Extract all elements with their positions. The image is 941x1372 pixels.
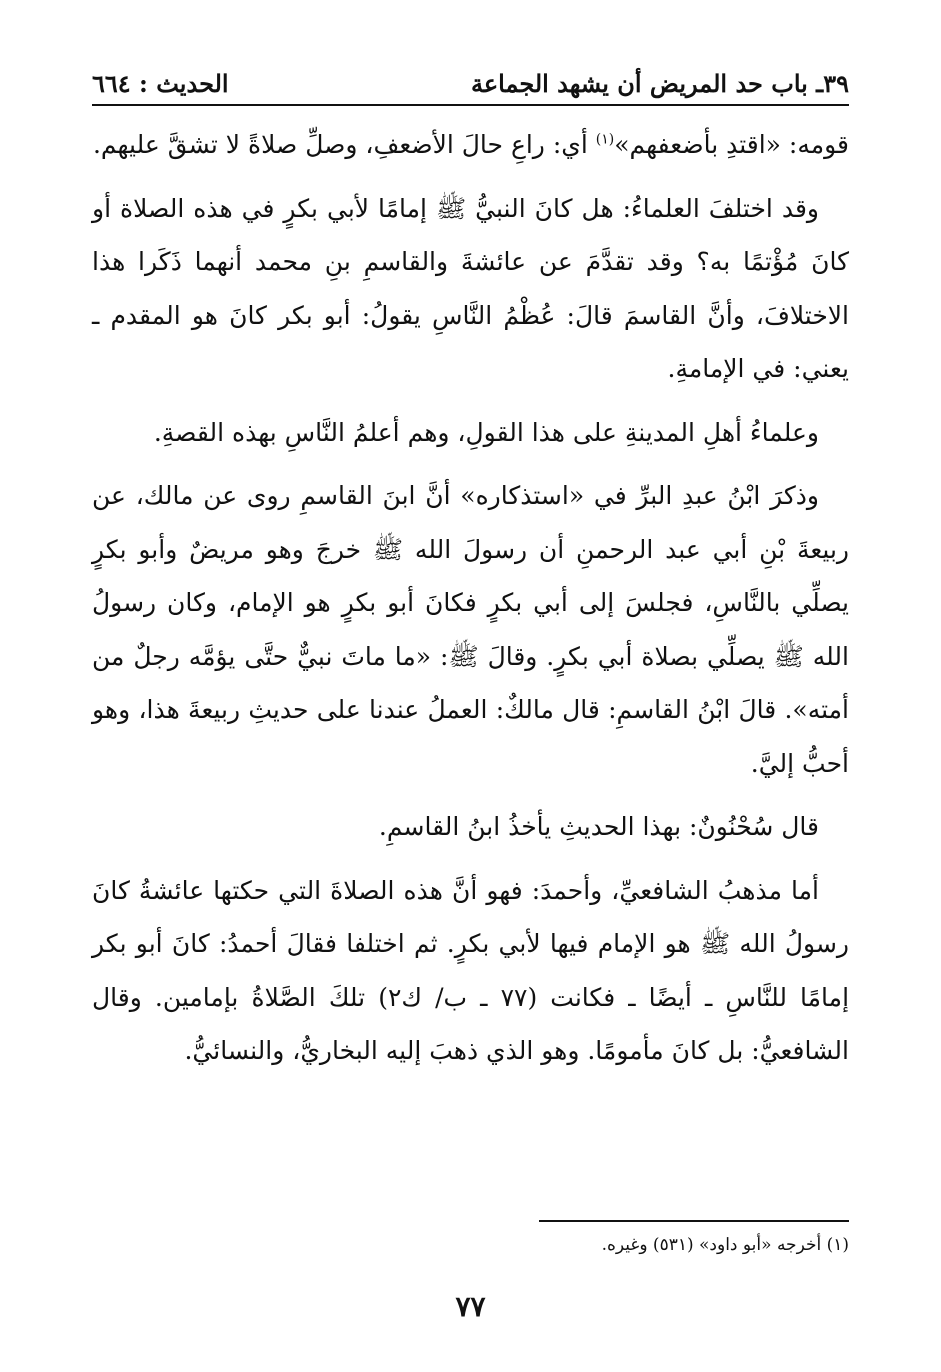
footnote: (١) أخرجه «أبو داود» (٥٣١) وغيره. xyxy=(601,1235,849,1255)
chapter-title: ٣٩ـ باب حد المريض أن يشهد الجماعة xyxy=(470,69,849,98)
paragraph: وعلماءُ أهلِ المدينةِ على هذا القولِ، وهم أعلمُ النَّاسِ بهذه القصةِ. xyxy=(153,417,819,447)
paragraph: وذكرَ ابْنُ عبدِ البرِّ في «استذكاره» أنَّ ابنَ القاسمِ روى عن مالك، عن ربيعةَ بْنِ أبي عبد الرحمنِ أن رسولَ الله ﷺ خرجَ وهو مريضٌ وأبو بكرٍ يصلِّي بالنَّاسِ، فجلسَ إلى أبي بكرٍ فكانَ أبو بكرٍ هو الإمام، وكان رسولُ الله ﷺ يصلِّي بصلاة أبي بكرٍ. وقالَ ﷺ: «ما ماتَ نبيٌّ حتَّى يؤمَّه رجلٌ من أمته». قالَ ابْنُ القاسمِ: قال مالكٌ: العملُ عندنا على حديثِ ربيعةَ هذا، وهو أحبُّ إليَّ. xyxy=(92,481,849,778)
footnote-divider xyxy=(539,1220,849,1222)
footnote-marker: (١) xyxy=(595,131,615,148)
running-header xyxy=(92,66,849,106)
hadith-reference: الحديث : ٦٦٤ xyxy=(92,69,229,98)
paragraph: وقد اختلفَ العلماءُ: هل كانَ النبيُّ ﷺ إمامًا لأبي بكرٍ في هذه الصلاة أو كانَ مُؤْتمًا به؟ وقد تقدَّمَ عن عائشةَ والقاسمِ بنِ محمد أنهما ذَكَرا هذا الاختلافَ، وأنَّ القاسمَ قالَ: عُظْمُ النَّاسِ يقولُ: أبو بكر كانَ هو المقدم ـ يعني: في الإمامةِ. xyxy=(92,193,849,383)
page-number: ٧٧ xyxy=(455,1290,486,1323)
paragraph-text: أي: راعِ حالَ الأضعفِ، وصلِّ صلاةً لا تشقَّ عليهم. xyxy=(92,130,596,159)
paragraph: قال سُحْنُونٌ: بهذا الحديثِ يأخذُ ابنُ القاسمِ. xyxy=(378,812,819,841)
paragraph: أما مذهبُ الشافعيِّ، وأحمدَ: فهو أنَّ هذه الصلاةَ التي حكتها عائشةُ كانَ رسولُ الله ﷺ هو الإمام فيها لأبي بكرٍ. ثم اختلفا فقالَ أحمدُ: كانَ أبو بكر إمامًا للنَّاسِ ـ أيضًا ـ فكانت (٧٧ ـ ب/ ك٢) تلكَ الصَّلاةُ بإمامين. وقال الشافعيُّ: بل كانَ مأمومًا. وهو الذي ذهبَ إليه البخاريُّ، والنسائيُّ. xyxy=(92,875,850,1065)
main-text xyxy=(92,118,849,1088)
paragraph-text: قومه: «اقتدِ بأضعفهم» xyxy=(614,130,849,159)
paragraph xyxy=(92,118,849,172)
